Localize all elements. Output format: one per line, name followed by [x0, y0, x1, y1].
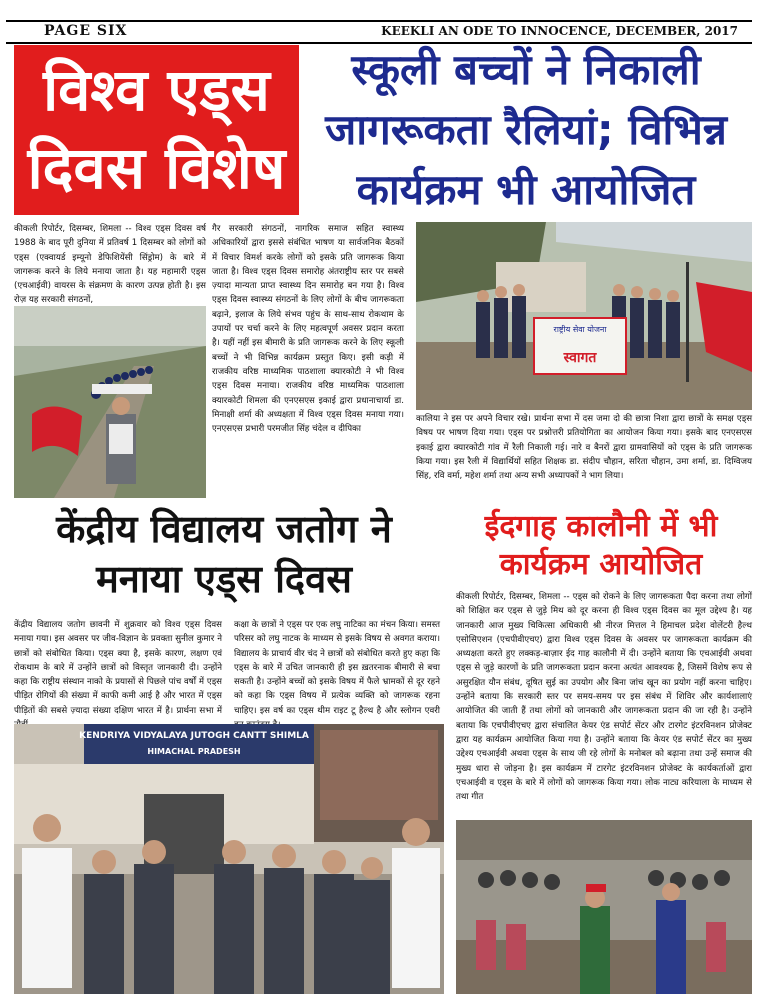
- eidgah-headline-line1: ईदगाह कालौनी में भी: [484, 509, 718, 544]
- article2-col2: कक्षा के छात्रों ने एड्स पर एक लघु नाटिका का मंचन किया। समस्त परिसर को लघु नाटक के माध्यम से इसके विषय से अवगत कराया। विद्यालय के प्राचार्य वीर चंद ने छात्रों को संबोधित करते हुए कहा कि एड्स के बारे में उचित जानकारी ही इस ख़तरनाक बीमारी से बचा सकती है। उन्होंने बच्चों को इसके विषय में फैले भ्रामकों से दूर रहने को कहा कि एड्स विषय में प्रत्येक व्यक्ति को जागरूक रहना चाहिए। इस वर्ष का एड्स थीम राइट टू हैल्थ है और स्लोगन एवरी: [234, 620, 440, 716]
- kv-photo: [14, 724, 444, 994]
- article1-col2: गैर सरकारी संगठनों, नागरिक समाज सहित स्वास्थ्य अधिकारियों द्वारा इससे संबंधित भाषण या सार्वजनिक बैठकों में विचार विमर्श करके लोगों को इसके प्रति जागरूक किया जाता है। विश्व एड्स दिवस समारोह अंतराष्ट्रीय स्तर पर सबसे ज़्यादा मान्यता प्राप्त स्वास्थ्य दिन समारोह बन गया है। विश्व एड्स दिवस स्वास्थ्य संगठनों के लिए लोगों के बीच जागरूकता बढ़ाने, इलाज के लिये संभव पहुंच के साथ-साथ रोकथाम के उपायों पर चर्चा करने के लिए महत्वपूर्ण अवसर प्रदान करता है। यहीं नहीं इस बीमारी के प्रति जागरूक करने के लिए स्कूली बच्चों ने भी विभिन्न कार्यक्रम प्रस्तुत किए। इसी कड़ी में राजकीय वरिष्ठ माध्यमिक पाठशाला क्यारकोटी ने भी विश्व एड्स दिवस मनाया। राजकीय वरिष्ठ माध्यमिक पाठशाला क्यारकोटी शिमला की एनएसएस इकाई द्वारा प्रधानाचार्या डा. मिनाक्षी शर्मा की अध्यक्षता में विश्व एड्स दिवस मनाया गया। एनएसएस प्रभारी परमजीत सिंह चंदेल व दीपिका: [212, 224, 404, 435]
- main-headline-line1: स्कूली बच्चों ने निकाली: [351, 45, 701, 94]
- main-headline-line3: कार्यक्रम भी आयोजित: [356, 165, 696, 214]
- main-headline: [300, 40, 752, 220]
- banner-photo-line2: स्वागत: [563, 350, 597, 366]
- section-box: [14, 45, 299, 215]
- rally-photo: [14, 306, 206, 498]
- article2-col1: केंद्रीय विद्यालय जतोग छावनी में शुक्रवार को विश्व एड्स दिवस मनाया गया। इस अवसर पर जीव-विज्ञान के प्रवक्ता सुनील कुमार ने छात्रों को संबोधित किया। एड्स क्या है, इसके कारण, लक्षण एवं रोकथाम के बारे में उन्होंने छात्रों को विस्तृत जानकारी दी। उन्होंने कहा कि राष्ट्रीय संस्थान नाको के प्रयासों से पिछले पांच वर्षों में एड्स पीड़ित रोगियों की संख्या में काफी कमी आई है और भारत में एड्स पीड़ितों की सबसे ज़्यादा संख्या दक्षिण भारत में है। प्रार्थना सभा में: [14, 620, 222, 716]
- page-number: PAGE SIX: [44, 23, 128, 39]
- eidgah-headline: [448, 508, 754, 584]
- eidgah-headline-line2: कार्यक्रम आयोजित: [499, 547, 703, 582]
- banner-photo: [416, 222, 752, 410]
- school-sign-line2: HIMACHAL PRADESH: [147, 747, 241, 756]
- section-box-line1: विश्व एड्स: [43, 56, 270, 124]
- masthead: KEEKLI AN ODE TO INNOCENCE, DECEMBER, 2017: [381, 24, 738, 38]
- banner-photo-line1: राष्ट्रीय सेवा योजना: [553, 325, 607, 334]
- article3-body: कीकली रिपोर्टर, दिसम्बर, शिमला -- एड्स को रोकने के लिए जागरूकता पैदा करना तथा लोगों को शिक्षित कर एड्स से जुड़े मिथ को दूर करना ही विश्व एड्स दिवस का मूल उद्देश्य है। यह जानकारी आज मुख्य चिकित्सा अधिकारी श्री नीरज मित्तल ने हिमाचल प्रदेश वोलेंटरी हैल्थ एसोसिएशन (एचपीवीएचए) द्वारा विश्व एड्स दिवस के अवसर पर जागरूकता कार्यक्रम की अध्यक्षता करते हुए लक्कड़-बाज़ार ईद गाह कालौनी में दी। उन्होंने बताया कि एचआईवी अथवा एड्स से जुड़े कारणों के प्रति जागरूकता प्रदान करना अत्यंत आवश्यक है, जिसमें विशेष रूप से असुरक्षित यौन संबंध, दूषित सुई का उपयोग और बिना जांच खून का प्रयोग नहीं करना चाहिए। उन्होंने बताया कि सरकारी स्तर पर समय-समय पर इस संबंध में शिविर और कार्यशालाएं आयोजित की जाती हैं तथा लोगों को जानकारी और जागरूकता प्रदान की जा रही है। उन्होंने बताया कि एचपीवीएचए द्वारा संचालित केयर एंड सपोर्ट सेंटर और टारगेट इंटरविनशन प्रोजेक्ट द्वारा यह कार्यक्रम आयोजित किया गया है। उन्होंने बताया कि केयर एंड सपोर्ट सेंटर का मुख्य उद्देश्य एचआईवी अथवा एड्स के साथ जी रहे लोगों के मनोबल को बढ़ाना तथा उन्हें समाज की मुख्य धारा से जोड़ना है। इस कार्यक्रम में टारगेट इंटरविनशन प्रोजेक्ट के कार्यकर्ताओं द्वारा एचआईवी व एड्स के बारे में लोगों को जागरूक किया गया। लोक नाट्य करियाला के माध्यम से तथा गीत: [456, 592, 752, 803]
- section-box-line2: दिवस विशेष: [27, 134, 286, 202]
- kv-headline-line1: केंद्रीय विद्यालय जतोग ने: [56, 507, 392, 551]
- main-headline-line2: जागरूकता रैलियां; विभिन्न: [325, 105, 727, 154]
- school-sign-line1: KENDRIYA VIDYALAYA JUTOGH CANTT SHIMLA: [79, 731, 309, 741]
- article1-col3: कालिया ने इस पर अपने विचार रखे। प्रार्थना सभा में दस जमा दो की छात्रा निशा द्वारा छात्रों के समक्ष एड्स विषय पर भाषण दिया गया। एड्स पर प्रश्नोत्तरी प्रतियोगिता का आयोजन किया गया। इसके बाद एनएसएस इकाई द्वारा क्यारकोटी गांव में रैली निकाली गई। नारे व बैनरों द्वारा ग्रामवासियों को एड्स के प्रति जागरूक किया गया। इस रैली में विद्यार्थियों सहित शिक्षक डा. संदीप चौहान, सरिता चौहान, उमा शर्मा, डा. दिग्विजय सिंह, रवि वर्मा, महेश शर्मा तथा अन्य सभी अध्यापकों ने भाग लिया।: [416, 414, 752, 482]
- article1-col1: कीकली रिपोर्टर, दिसम्बर, शिमला -- विश्व एड्स दिवस वर्ष 1988 के बाद पूरी दुनिया में प्रतिवर्ष 1 दिसम्बर को लोगों को एड्स (एक्वायर्ड इम्यूनो डेफिशियेंसी सिंड्रोम) के बारे में जागरूक करने के लिये मनाया जाता है। यह महामारी एड्स (एचआईवी) वायरस के संक्रमण के कारण उत्पन्न होती है। इस रोज़ यह सरकारी संगठनों,: [14, 224, 206, 306]
- kv-headline: [14, 504, 434, 604]
- eidgah-photo: [456, 820, 752, 994]
- kv-headline-line2: मनाया एड्स दिवस: [96, 557, 352, 601]
